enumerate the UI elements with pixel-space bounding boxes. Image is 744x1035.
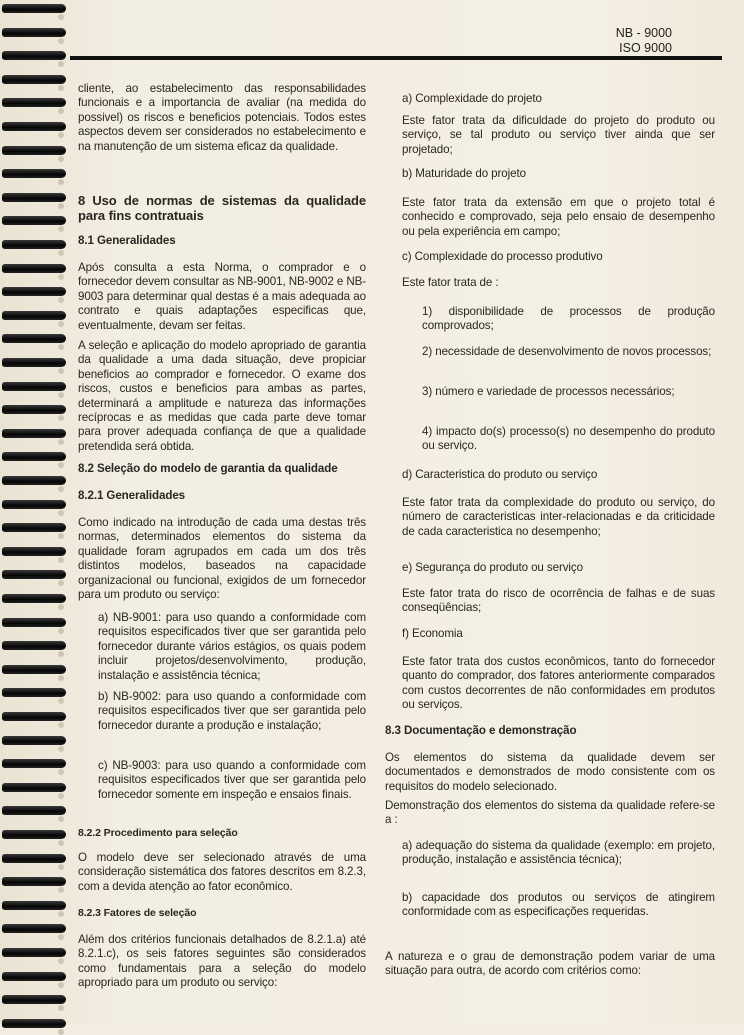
spiral-coil: [2, 995, 66, 1004]
spiral-coil: [2, 28, 66, 37]
spiral-coil: [2, 665, 66, 674]
spiral-coil: [2, 75, 66, 84]
binding-hole: [58, 580, 64, 586]
binding-hole: [58, 415, 64, 421]
spiral-coil: [2, 806, 66, 815]
spiral-coil: [2, 854, 66, 863]
demonstration-item-a: a) adequação do sistema da qualidade (exemplo: em projeto, produção, instalação e assistência técnica);: [402, 839, 715, 867]
binding-hole: [58, 368, 64, 374]
spiral-coil: [2, 334, 66, 343]
paragraph-8-3-b: Demonstração dos elementos do sistema da qualidade refere-se a :: [385, 799, 715, 827]
binding-hole: [58, 793, 64, 799]
binding-hole: [58, 156, 64, 162]
factor-heading-e: e) Segurança do produto ou serviço: [402, 561, 583, 574]
section-heading-8-2-1: 8.2.1 Generalidades: [78, 489, 186, 502]
spiral-coil: [2, 382, 66, 391]
spiral-coil: [2, 98, 66, 107]
spiral-coil: [2, 972, 66, 981]
spiral-coil: [2, 783, 66, 792]
factor-heading-c: c) Complexidade do processo produtivo: [402, 250, 603, 263]
binding-hole: [58, 61, 64, 67]
binding-hole: [58, 203, 64, 209]
factor-text-a: Este fator trata da dificuldade do projeto do produto ou serviço, se tal produto ou serviço tiver ainda que ser projetado;: [402, 114, 715, 156]
binding-hole: [58, 1005, 64, 1011]
spiral-coil: [2, 4, 66, 13]
spiral-coil: [2, 405, 66, 414]
spiral-coil: [2, 547, 66, 556]
paragraph-intro-continued: cliente, ao estabelecimento das responsabilidades funcionais e a importancia de avaliar (na medida do possivel) os riscos e beneficios potenciais. Todos estes aspectos devem ser considerados no estabelecimento e na manutenção de um sistema eficaz da qualidade.: [78, 82, 366, 153]
section-heading-8-2: 8.2 Seleção do modelo de garantia da qualidade: [78, 462, 338, 475]
spiral-coil: [2, 358, 66, 367]
binding-hole: [58, 604, 64, 610]
binding-hole: [58, 226, 64, 232]
spiral-coil: [2, 901, 66, 910]
factor-c-item-3: 3) número e variedade de processos necessários;: [422, 385, 675, 398]
spiral-binding: [0, 0, 70, 1024]
binding-hole: [58, 722, 64, 728]
factor-heading-d: d) Caracteristica do produto ou serviço: [402, 468, 598, 481]
spiral-coil: [2, 618, 66, 627]
binding-hole: [58, 675, 64, 681]
spiral-coil: [2, 216, 66, 225]
binding-hole: [58, 887, 64, 893]
spiral-coil: [2, 570, 66, 579]
factor-c-item-1: 1) disponibilidade de processos de produção comprovados;: [422, 305, 715, 333]
paragraph-8-1-a: Após consulta a esta Norma, o comprador e o fornecedor devem consultar as NB-9001, NB-9002 e NB-9003 para determinar qual destas é a mais adequada ao contrato e quais adaptações especificas que, eventualmente, devam ser feitas.: [78, 261, 367, 332]
binding-hole: [58, 321, 64, 327]
factor-text-f: Este fator trata dos custos econômicos, tanto do fornecedor quanto do comprador, dos fatores anteriormente comparados com custos decorrentes de não conformidades em produtos ou serviços.: [402, 655, 715, 712]
header-rule: [70, 56, 722, 60]
paragraph-8-2-3: Além dos critérios funcionais detalhados de 8.2.1.a) até 8.2.1.c), os seis fatores seguintes são considerados como fundamentais para a seleção do modelo apropriado para um produto ou serviço:: [78, 933, 366, 990]
factor-heading-a: a) Complexidade do projeto: [402, 92, 542, 105]
list-item-nb-9002: b) NB-9002: para uso quando a conformidade com requisitos especificados tiver que ser garantida pelo fornecedor durante a produção e instalação;: [98, 690, 366, 732]
spiral-coil: [2, 500, 66, 509]
spiral-coil: [2, 688, 66, 697]
binding-hole: [58, 108, 64, 114]
list-item-nb-9001: a) NB-9001: para uso quando a conformidade com requisitos especificados tiver que ser garantida pelo fornecedor durante vários estágios, os quais podem incluir projetos/desenvolvimento, produção, instalação e assistência técnica;: [98, 611, 366, 682]
paragraph-8-1-b: A seleção e aplicação do modelo apropriado de garantia da qualidade a uma dada situação, deve propiciar beneficios ao comprador e fornecedor. O exame dos riscos, custos e beneficios para ambas as partes, determinará a amplitude e natureza das informações recíprocas e as medidas que cada parte deve tomar para prover adequada confiança de que a qualidade pretendida será obtida.: [78, 339, 366, 453]
spiral-coil: [2, 452, 66, 461]
paragraph-8-2-1: Como indicado na introdução de cada uma destas três normas, determinados elementos do sistema da qualidade foram agrupados em cada um dos três distintos modelos, baseados na capacidade organizacional ou funcional, exigidos de um fornecedor para um produto ou serviço:: [78, 516, 366, 602]
spiral-coil: [2, 594, 66, 603]
spiral-coil: [2, 1019, 66, 1028]
header-standard-iso: ISO 9000: [619, 41, 672, 55]
binding-hole: [58, 14, 64, 20]
spiral-coil: [2, 830, 66, 839]
spiral-coil: [2, 476, 66, 485]
demonstration-item-b: b) capacidade dos produtos ou serviços de atingirem conformidade com as especificações requeridas.: [402, 891, 715, 919]
binding-hole: [58, 934, 64, 940]
binding-hole: [58, 769, 64, 775]
factor-heading-b: b) Maturidade do projeto: [402, 167, 526, 180]
binding-hole: [58, 982, 64, 988]
spiral-coil: [2, 146, 66, 155]
factor-text-e: Este fator trata do risco de ocorrência de falhas e de suas conseqüências;: [402, 587, 715, 615]
binding-hole: [58, 651, 64, 657]
binding-hole: [58, 816, 64, 822]
binding-hole: [58, 958, 64, 964]
spiral-coil: [2, 948, 66, 957]
binding-hole: [58, 439, 64, 445]
factor-text-c: Este fator trata de :: [402, 276, 499, 289]
spiral-coil: [2, 264, 66, 273]
spiral-coil: [2, 122, 66, 131]
factor-c-item-4: 4) impacto do(s) processo(s) no desempenho do produto ou serviço.: [422, 425, 715, 453]
spiral-coil: [2, 924, 66, 933]
binding-hole: [58, 297, 64, 303]
factor-text-b: Este fator trata da extensão em que o projeto total é conhecido e comprovado, seja pelo ensaio de desempenho ou pela experiência em campo;: [402, 196, 715, 238]
spiral-coil: [2, 287, 66, 296]
spiral-coil: [2, 712, 66, 721]
binding-hole: [58, 864, 64, 870]
paragraph-8-3-c: A natureza e o grau de demonstração podem variar de uma situação para outra, de acordo com critérios como:: [385, 950, 715, 978]
binding-hole: [58, 1029, 64, 1035]
binding-hole: [58, 274, 64, 280]
binding-hole: [58, 392, 64, 398]
spiral-coil: [2, 523, 66, 532]
binding-hole: [58, 533, 64, 539]
spiral-coil: [2, 429, 66, 438]
spiral-coil: [2, 641, 66, 650]
factor-c-item-2: 2) necessidade de desenvolvimento de novos processos;: [422, 345, 712, 358]
spiral-coil: [2, 311, 66, 320]
spiral-coil: [2, 193, 66, 202]
binding-hole: [58, 250, 64, 256]
binding-hole: [58, 179, 64, 185]
binding-hole: [58, 38, 64, 44]
binding-hole: [58, 486, 64, 492]
spiral-coil: [2, 51, 66, 60]
section-heading-8: 8 Uso de normas de sistemas da qualidade para fins contratuais: [78, 193, 366, 223]
binding-hole: [58, 510, 64, 516]
spiral-coil: [2, 877, 66, 886]
binding-hole: [58, 344, 64, 350]
binding-hole: [58, 85, 64, 91]
spiral-coil: [2, 240, 66, 249]
section-heading-8-2-3: 8.2.3 Fatores de seleção: [78, 907, 197, 919]
binding-hole: [58, 462, 64, 468]
section-heading-8-1: 8.1 Generalidades: [78, 234, 176, 247]
section-heading-8-3: 8.3 Documentação e demonstração: [385, 724, 577, 737]
paragraph-8-2-2: O modelo deve ser selecionado através de uma consideração sistemática dos fatores descritos em 8.2.3, com a devida atenção ao fator econômico.: [78, 851, 366, 893]
binding-hole: [58, 698, 64, 704]
binding-hole: [58, 746, 64, 752]
spiral-coil: [2, 736, 66, 745]
binding-hole: [58, 557, 64, 563]
binding-hole: [58, 628, 64, 634]
section-heading-8-2-2: 8.2.2 Procedimento para seleção: [78, 827, 238, 839]
paragraph-8-3-a: Os elementos do sistema da qualidade devem ser documentados e demonstrados de modo consistente com os requisitos do modelo selecionado.: [385, 751, 715, 793]
spiral-coil: [2, 759, 66, 768]
factor-heading-f: f) Economia: [402, 627, 463, 640]
factor-text-d: Este fator trata da complexidade do produto ou serviço, do número de caracteristicas inter-relacionadas e da criticidade de cada caracteristica no desempenho;: [402, 496, 715, 538]
binding-hole: [58, 911, 64, 917]
header-standard-nb: NB - 9000: [615, 26, 672, 40]
binding-hole: [58, 840, 64, 846]
binding-hole: [58, 132, 64, 138]
spiral-coil: [2, 169, 66, 178]
list-item-nb-9003: c) NB-9003: para uso quando a conformidade com requisitos especificados tiver que ser garantida pelo fornecedor somente em inspeção e ensaios finais.: [98, 759, 366, 801]
